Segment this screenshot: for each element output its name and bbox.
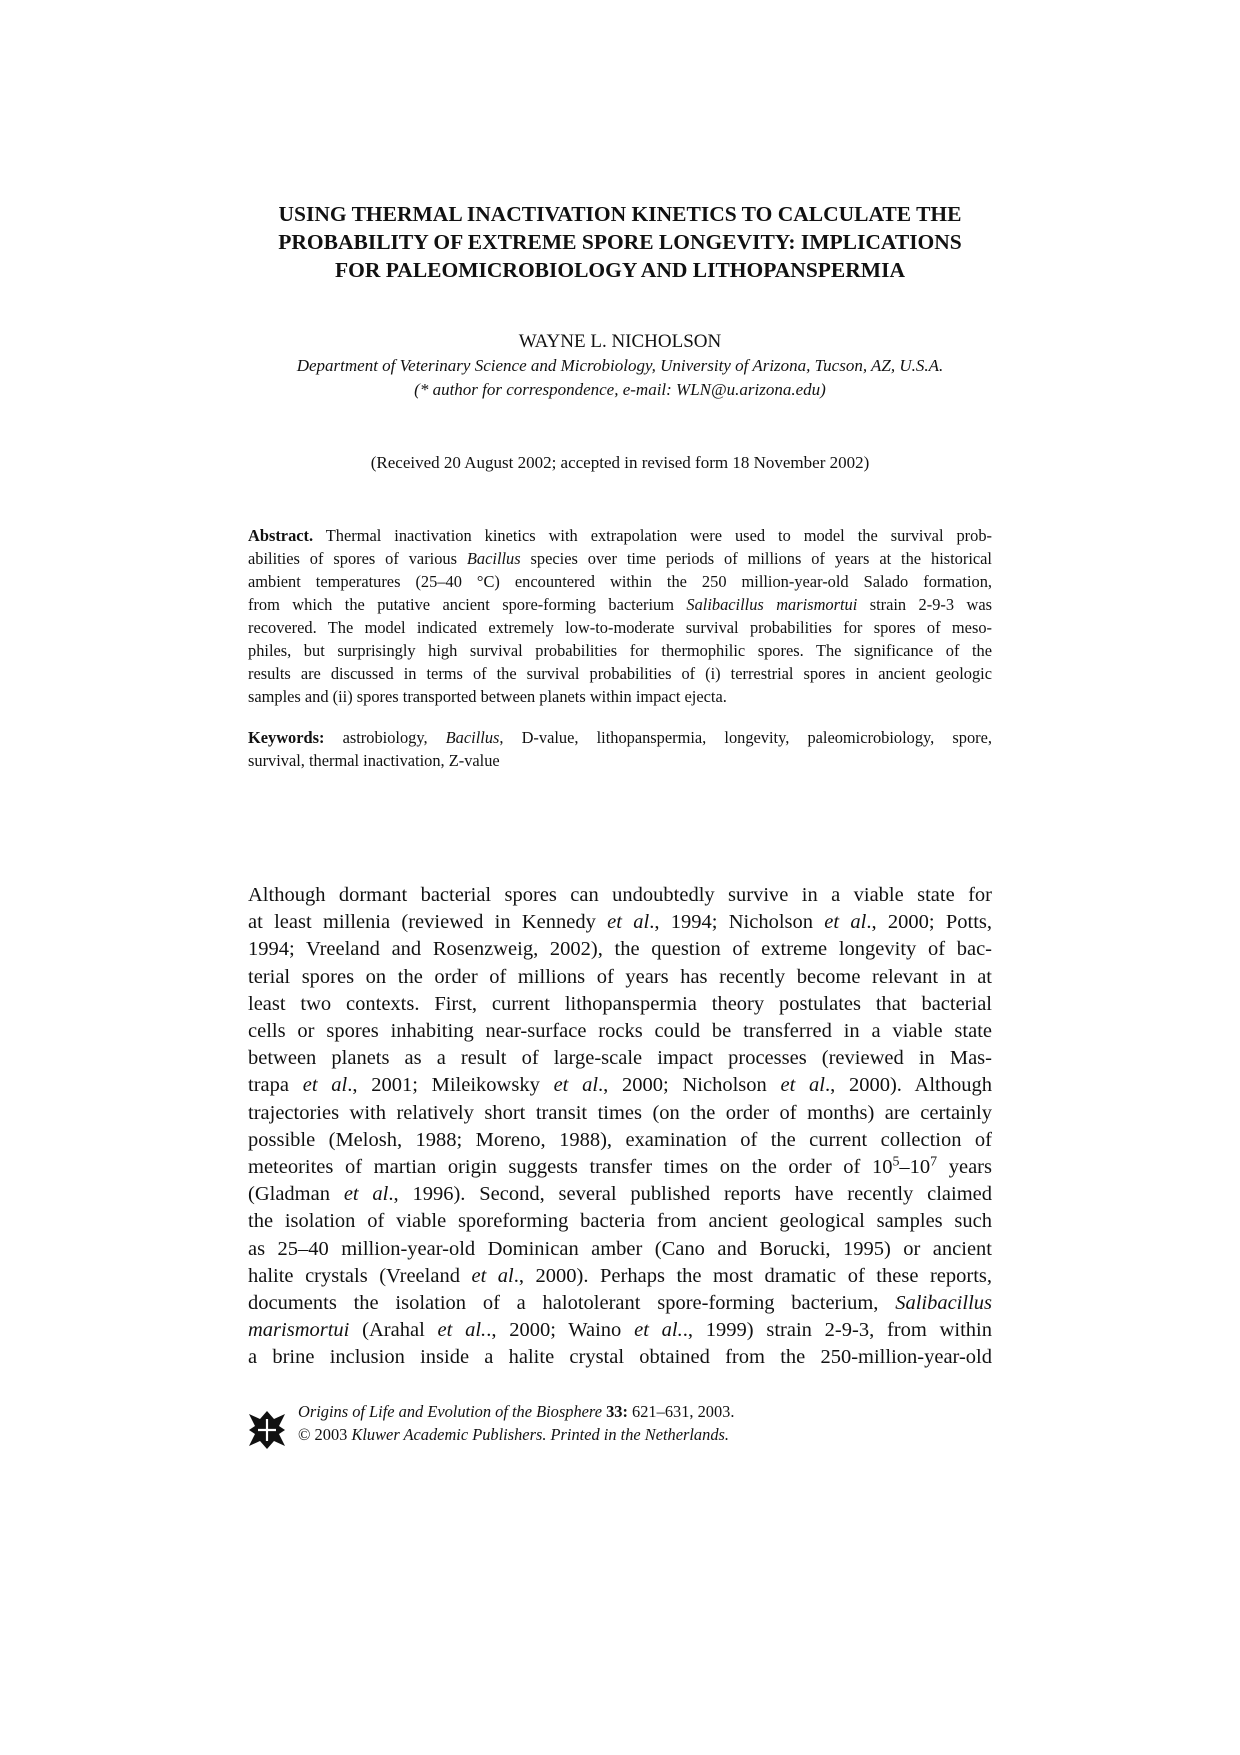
abstract-line: from which the putative ancient spore-forming bacterium Salibacillus marismortui strain 2-9-3 was [248, 595, 992, 614]
body-line: cells or spores inhabiting near-surface rocks could be transferred in a viable state [248, 1020, 992, 1043]
journal-footer [248, 1400, 992, 1460]
body-line: trapa et al., 2001; Mileikowsky et al., 2000; Nicholson et al., 2000). Although [248, 1074, 992, 1097]
body-line: between planets as a result of large-scale impact processes (reviewed in Mas- [248, 1047, 992, 1070]
body-line: trajectories with relatively short transit times (on the order of months) are certainly [248, 1101, 992, 1124]
body-line: halite crystals (Vreeland et al., 2000). Perhaps the most dramatic of these reports, [248, 1264, 993, 1287]
body-line: marismortui (Arahal et al.., 2000; Waino et al.., 1999) strain 2-9-3, from within [248, 1319, 992, 1342]
affiliation-block [200, 354, 1040, 402]
keywords-line: survival, thermal inactivation, Z-value [248, 751, 500, 770]
affiliation: Department of Veterinary Science and Microbiology, University of Arizona, Tucson, AZ, U.S.A. [296, 356, 944, 375]
abstract-line: results are discussed in terms of the survival probabilities of (i) terrestrial spores in ancient geologic [248, 664, 992, 683]
title-line-1: USING THERMAL INACTIVATION KINETICS TO CALCULATE THE [278, 202, 962, 226]
paper-title [200, 200, 1040, 284]
body-line: 1994; Vreeland and Rosenzweig, 2002), the question of extreme longevity of bac- [248, 938, 992, 961]
title-line-2: PROBABILITY OF EXTREME SPORE LONGEVITY: IMPLICATIONS [278, 230, 962, 254]
body-line: Although dormant bacterial spores can undoubtedly survive in a viable state for [248, 884, 992, 906]
correspondence: (* author for correspondence, e-mail: WLN@u.arizona.edu) [414, 380, 826, 399]
body-line: at least millenia (reviewed in Kennedy et al., 1994; Nicholson et al., 2000; Potts, [248, 911, 992, 934]
author-name: WAYNE L. NICHOLSON [518, 331, 722, 352]
abstract-line: abilities of spores of various Bacillus species over time periods of millions of years at the historical [248, 549, 992, 568]
footer-text [298, 1400, 734, 1446]
body-line: possible (Melosh, 1988; Moreno, 1988), examination of the current collection of [248, 1128, 992, 1151]
copyright-line: © 2003 Kluwer Academic Publishers. Printed in the Netherlands. [298, 1425, 729, 1444]
body-paragraph [248, 882, 992, 1372]
abstract [248, 524, 992, 708]
abstract-line: samples and (ii) spores transported between planets within impact ejecta. [248, 687, 727, 706]
keywords-label: Keywords: [248, 728, 325, 747]
body-line: documents the isolation of a halotolerant spore-forming bacterium, Salibacillus [248, 1292, 992, 1315]
body-line: (Gladman et al., 1996). Second, several published reports have recently claimed [248, 1183, 992, 1206]
keywords [248, 726, 992, 772]
journal-name: Origins of Life and Evolution of the Biosphere [298, 1402, 602, 1421]
journal-pages: 621–631, 2003. [627, 1402, 735, 1421]
abstract-line: ambient temperatures (25–40 °C) encountered within the 250 million-year-old Salado formation, [248, 572, 992, 591]
body-line: the isolation of viable sporeforming bacteria from ancient geological samples such [248, 1210, 992, 1233]
body-line: terial spores on the order of millions of years has recently become relevant in at [248, 965, 992, 988]
body-line: a brine inclusion inside a halite crystal obtained from the 250-million-year-old [248, 1346, 992, 1369]
abstract-line: recovered. The model indicated extremely low-to-moderate survival probabilities for spores of meso- [248, 618, 992, 637]
keywords-line: Keywords: astrobiology, Bacillus, D-value, lithopanspermia, longevity, paleomicrobiology, spore, [248, 728, 992, 747]
abstract-line: philes, but surprisingly high survival probabilities for thermophilic spores. The significance of the [248, 641, 992, 660]
title-line-3: FOR PALEOMICROBIOLOGY AND LITHOPANSPERMIA [335, 258, 905, 282]
body-line: least two contexts. First, current lithopanspermia theory postulates that bacterial [248, 992, 992, 1015]
received-dates: (Received 20 August 2002; accepted in revised form 18 November 2002) [370, 453, 870, 472]
body-line: meteorites of martian origin suggests transfer times on the order of $10^5-10^7$ years [248, 1154, 992, 1179]
journal-volume: 33: [606, 1402, 628, 1421]
body-line: as 25–40 million-year-old Dominican amber (Cano and Borucki, 1995) or ancient [248, 1237, 992, 1260]
abstract-label: Abstract. [248, 526, 314, 545]
kluwer-logo-icon [248, 1410, 286, 1450]
publisher-name: Kluwer Academic Publishers. Printed in the Netherlands. [351, 1425, 729, 1444]
abstract-line: Abstract. Thermal inactivation kinetics with extrapolation were used to model the survival prob- [248, 526, 992, 545]
journal-citation [298, 1400, 734, 1423]
